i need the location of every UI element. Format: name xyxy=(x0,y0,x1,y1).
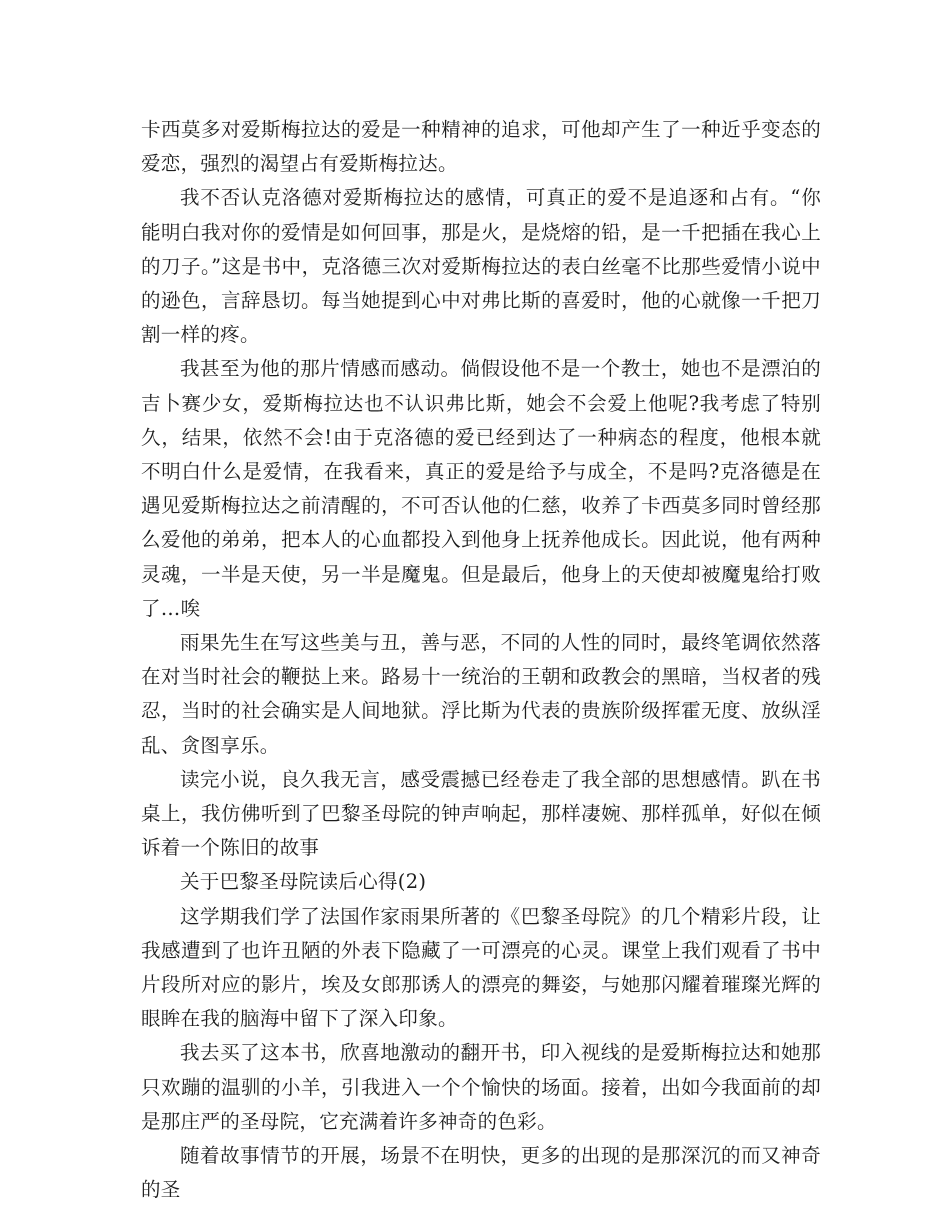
section-title: 关于巴黎圣母院读后心得(2) xyxy=(180,870,427,894)
document-body xyxy=(141,113,821,1208)
paragraph: 我不否认克洛德对爱斯梅拉达的感情，可真正的爱不是追逐和占有。“你能明白我对你的爱情是如何回事，那是火，是烧熔的铅，是一千把插在我心上的刀子。”这是书中，克洛德三次对爱斯梅拉达的表白丝毫不比那些爱情小说中的逊色，言辞恳切。每当她提到心中对弗比斯的喜爱时，他的心就像一千把刀割一样的疼。 xyxy=(141,186,821,347)
paragraph: 我去买了这本书，欣喜地激动的翻开书，印入视线的是爱斯梅拉达和她那只欢蹦的温驯的小羊，引我进入一个个愉快的场面。接着，出如今我面前的却是那庄严的圣母院，它充满着许多神奇的色彩。 xyxy=(141,1041,821,1133)
paragraph: 这学期我们学了法国作家雨果所著的《巴黎圣母院》的几个精彩片段，让我感遭到了也许丑陋的外表下隐藏了一可漂亮的心灵。课堂上我们观看了书中片段所对应的影片，埃及女郎那诱人的漂亮的舞姿，与她那闪耀着璀璨光辉的眼眸在我的脑海中留下了深入印象。 xyxy=(141,904,821,1031)
paragraph-continuation: 卡西莫多对爱斯梅拉达的爱是一种精神的追求，可他却产生了一种近乎变态的爱恋，强烈的渴望占有爱斯梅拉达。 xyxy=(141,118,821,176)
paragraph: 读完小说，良久我无言，感受震撼已经卷走了我全部的思想感情。趴在书桌上，我仿佛听到了巴黎圣母院的钟声响起，那样凄婉、那样孤单，好似在倾诉着一个陈旧的故事 xyxy=(141,767,821,860)
paragraph-truncated: 随着故事情节的开展，场景不在明快，更多的出现的是那深沉的而又神奇的圣 xyxy=(141,1144,821,1202)
paragraph: 我甚至为他的那片情感而感动。倘假设他不是一个教士，她也不是漂泊的吉卜赛少女，爱斯梅拉达也不认识弗比斯，她会不会爱上他呢?我考虑了特别久，结果，依然不会!由于克洛德的爱已经到达了一种病态的程度，他根本就不明白什么是爱情，在我看来，真正的爱是给予与成全，不是吗?克洛德是在遇见爱斯梅拉达之前清醒的，不可否认他的仁慈，收养了卡西莫多同时曾经那么爱他的弟弟，把本人的心血都投入到他身上抚养他成长。因此说，他有两种灵魂，一半是天使，另一半是魔鬼。但是最后，他身上的天使却被魔鬼给打败了…唉 xyxy=(141,357,821,620)
paragraph: 雨果先生在写这些美与丑，善与恶，不同的人性的同时，最终笔调依然落在对当时社会的鞭挞上来。路易十一统治的王朝和政教会的黑暗，当权者的残忍，当时的社会确实是人间地狱。浮比斯为代表的贵族阶级挥霍无度、放纵淫乱、贪图享乐。 xyxy=(141,631,821,757)
